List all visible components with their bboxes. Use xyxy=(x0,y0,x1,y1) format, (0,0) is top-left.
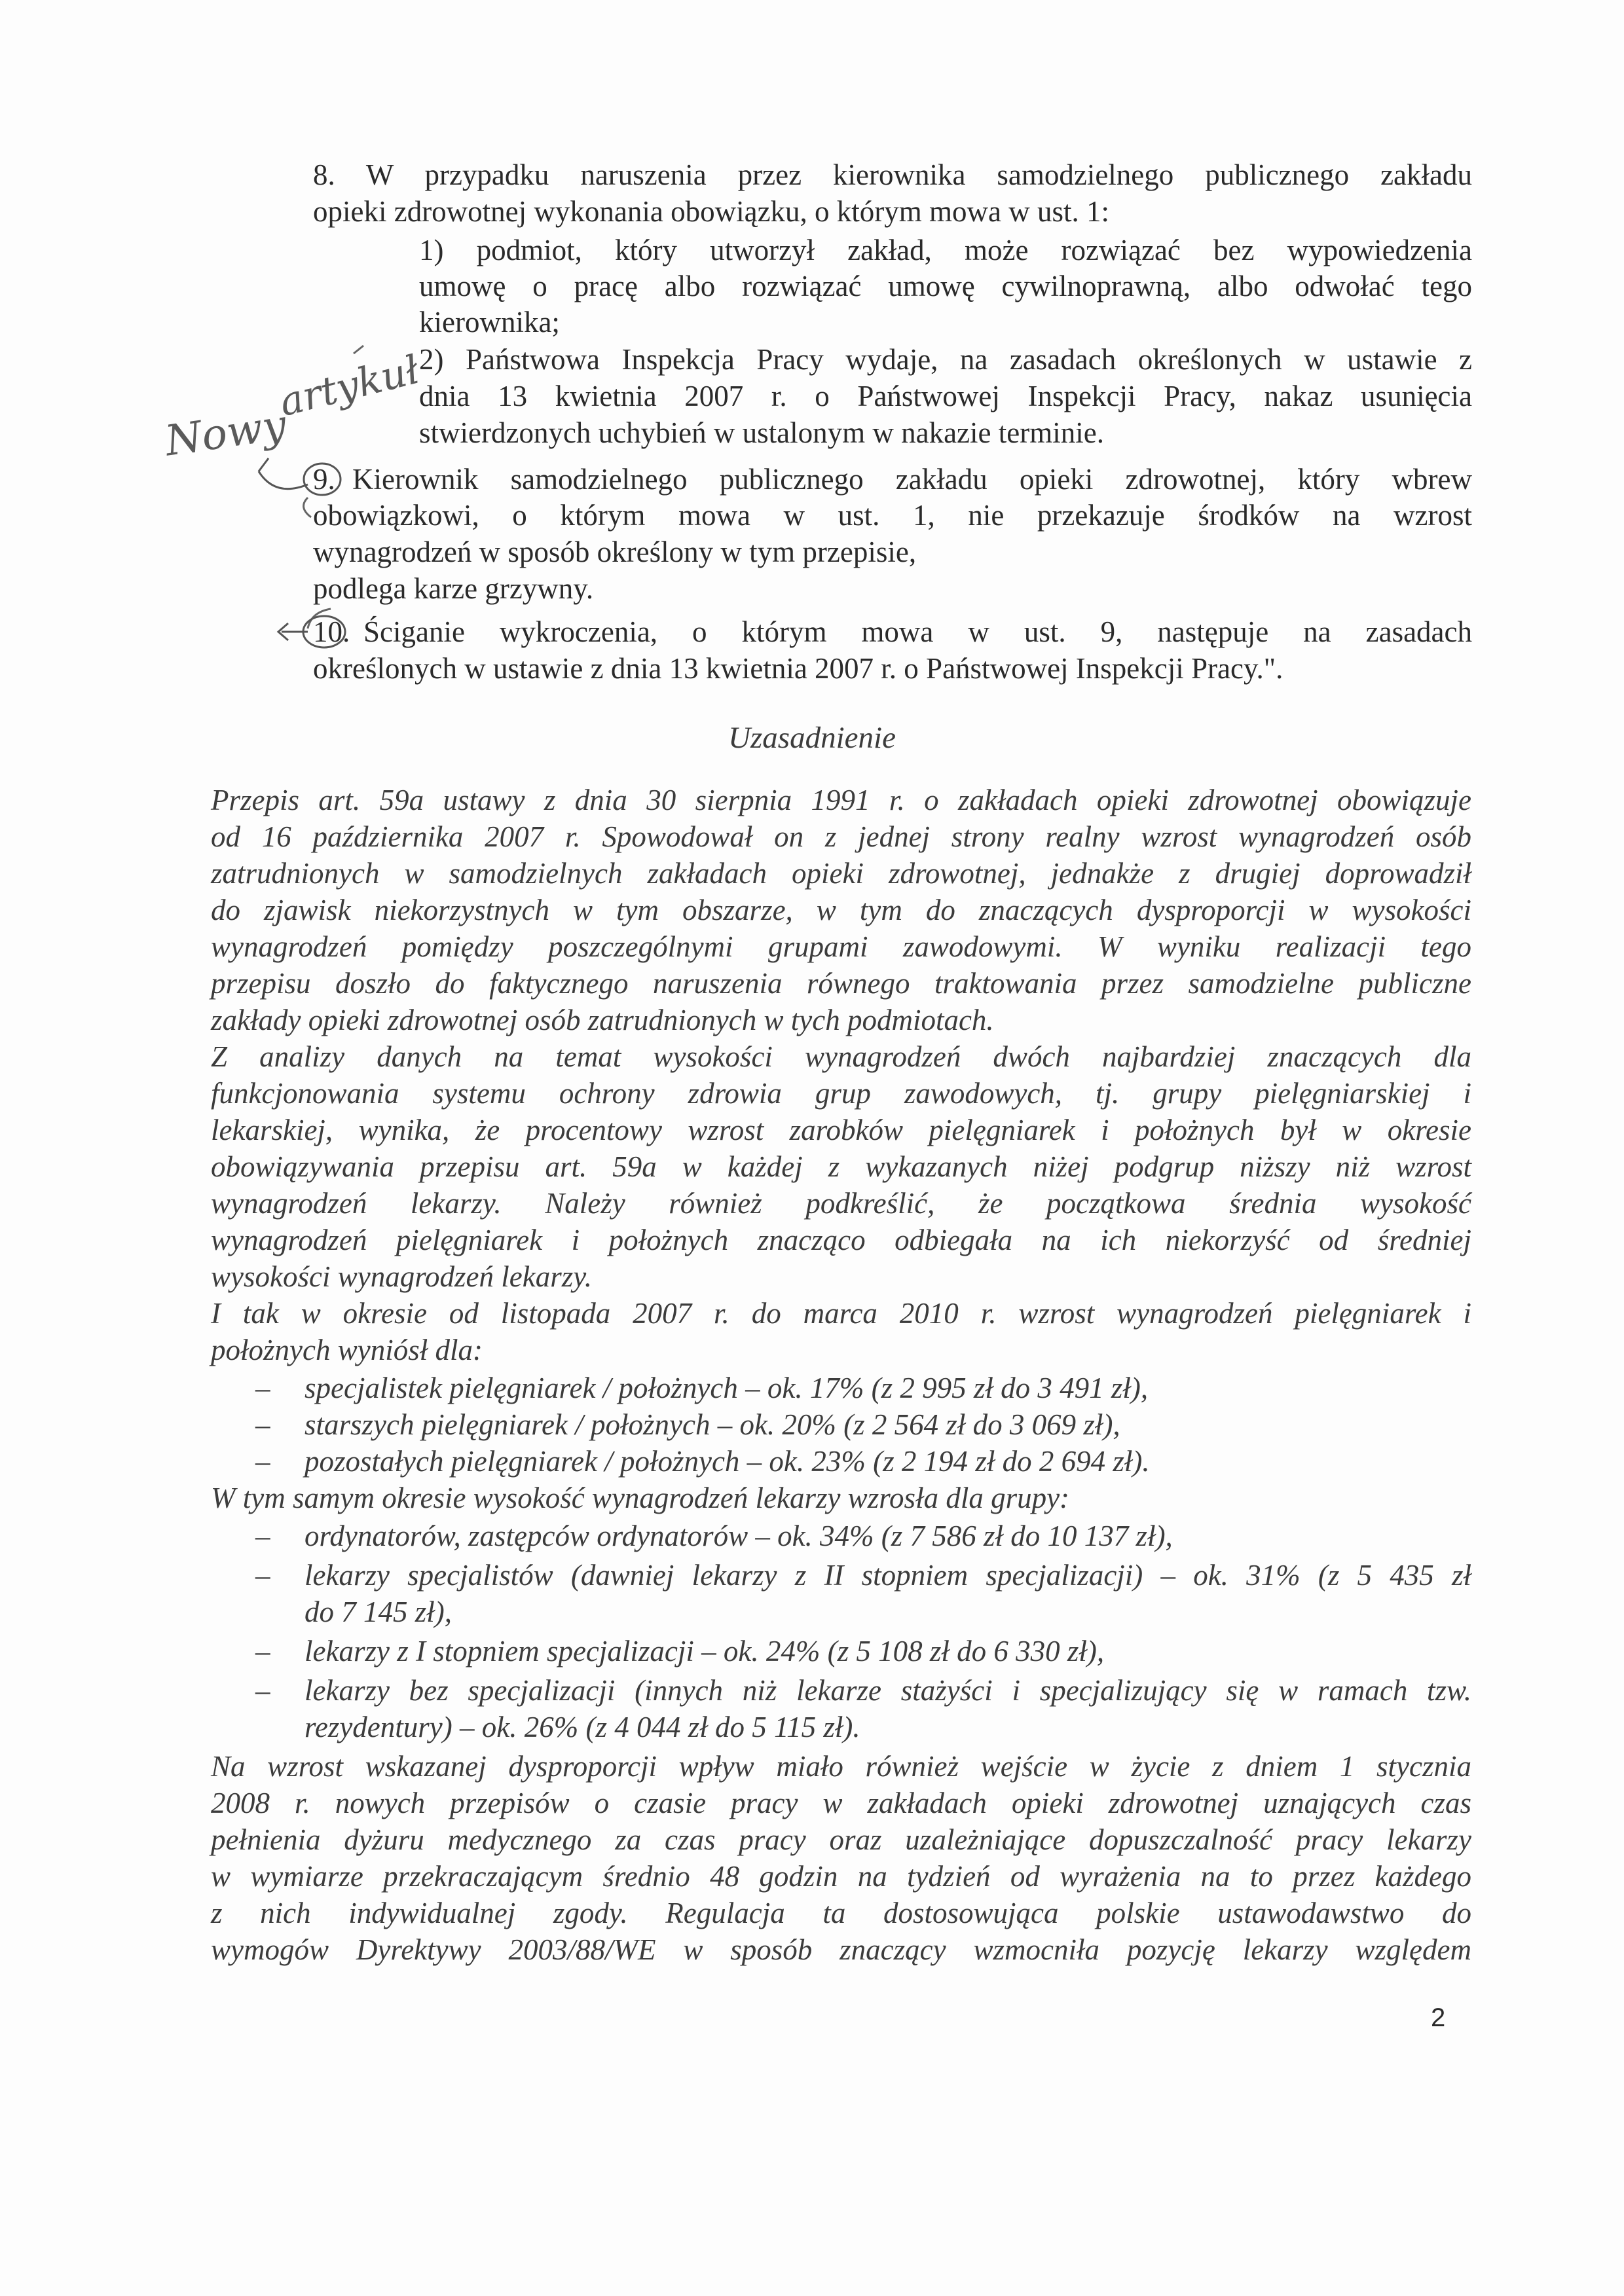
para2-line: funkcjonowania systemu ochrony zdrowia grup zawodowych, tj. grupy pielęgniarskiej i xyxy=(211,1077,1471,1110)
doctor-list-item: lekarzy bez specjalizacji (innych niż lekarze stażyści i specjalizujący się w ramach tzw. xyxy=(304,1674,1471,1707)
p10-line2: określonych w ustawie z dnia 13 kwietnia 2007 r. o Państwowej Inspekcji Pracy.". xyxy=(313,652,1283,685)
para1-line: przepisu doszło do faktycznego naruszenia równego traktowania przez samodzielne publiczne xyxy=(211,967,1471,1000)
para1-line: do zjawisk niekorzystnych w tym obszarze, w tym do znaczących dysproporcji w wysokości xyxy=(211,894,1471,926)
para4-line: pełnienia dyżuru medycznego za czas pracy oraz uzależniające dopuszczalność pracy lekarzy xyxy=(211,1823,1471,1856)
doctor-list-item: ordynatorów, zastępców ordynatorów – ok. 34% (z 7 586 zł do 10 137 zł), xyxy=(304,1520,1173,1552)
page-number: 2 xyxy=(1431,2003,1446,2032)
doctor-list-item: lekarzy specjalistów (dawniej lekarzy z II stopniem specjalizacji) – ok. 31% (z 5 435 zł xyxy=(304,1559,1471,1592)
para2-line: wysokości wynagrodzeń lekarzy. xyxy=(211,1260,592,1293)
para4-line: Na wzrost wskazanej dysproporcji wpływ miało również wejście w życie z dniem 1 stycznia xyxy=(211,1750,1471,1783)
nurse-list-item: starszych pielęgniarek / położnych – ok. 20% (z 2 564 zł do 3 069 zł), xyxy=(304,1408,1120,1441)
list-bullet: – xyxy=(255,1520,270,1552)
doctor-list-item: lekarzy z I stopniem specjalizacji – ok. 24% (z 5 108 zł do 6 330 zł), xyxy=(304,1635,1105,1667)
para4-line: wymogów Dyrektywy 2003/88/WE w sposób znaczący wzmocniła pozycję lekarzy względem xyxy=(211,1933,1471,1966)
para3-line: I tak w okresie od listopada 2007 r. do marca 2010 r. wzrost wynagrodzeń pielęgniarek i xyxy=(211,1297,1471,1330)
doctor-list-item-cont: rezydentury) – ok. 26% (z 4 044 zł do 5 115 zł). xyxy=(304,1711,860,1743)
para4-line: w wymiarze przekraczającym średnio 48 godzin na tydzień od wyrażenia na to przez każdego xyxy=(211,1860,1471,1893)
para1-line: Przepis art. 59a ustawy z dnia 30 sierpnia 1991 r. o zakładach opieki zdrowotnej obowiązuje xyxy=(211,784,1471,816)
nurse-list-item: specjalistek pielęgniarek / położnych – ok. 17% (z 2 995 zł do 3 491 zł), xyxy=(304,1372,1149,1404)
section-heading: Uzasadnienie xyxy=(728,721,896,755)
p8-1-line1: 1) podmiot, który utworzył zakład, może rozwiązać bez wypowiedzenia xyxy=(419,234,1472,266)
para1-line: wynagrodzeń pomiędzy poszczególnymi grupami zawodowymi. W wyniku realizacji tego xyxy=(211,930,1471,963)
p9-line2: obowiązkowi, o którym mowa w ust. 1, nie przekazuje środków na wzrost xyxy=(313,499,1472,532)
p9-line1: Kierownik samodzielnego publicznego zakładu opieki zdrowotnej, który wbrew xyxy=(352,463,1472,496)
para2-line: Z analizy danych na temat wysokości wynagrodzeń dwóch najbardziej znaczących dla xyxy=(211,1040,1471,1073)
p10-line1: Ściganie wykroczenia, o którym mowa w ust. 9, następuje na zasadach xyxy=(363,615,1472,648)
p8-line2: opieki zdrowotnej wykonania obowiązku, o którym mowa w ust. 1: xyxy=(313,195,1110,228)
para2-line: lekarskiej, wynika, że procentowy wzrost zarobków pielęgniarek i położnych był w okresie xyxy=(211,1114,1471,1146)
para2-line: wynagrodzeń pielęgniarek i położnych znacząco odbiegała na ich niekorzyść od średniej xyxy=(211,1224,1471,1256)
para4-line: z nich indywidualnej zgody. Regulacja ta dostosowująca polskie ustawodawstwo do xyxy=(211,1897,1471,1929)
para4-line: 2008 r. nowych przepisów o czasie pracy w zakładach opieki zdrowotnej uznających czas xyxy=(211,1787,1471,1819)
doctors-intro: W tym samym okresie wysokość wynagrodzeń lekarzy wzrosła dla grupy: xyxy=(211,1482,1070,1514)
list-bullet: – xyxy=(255,1635,270,1667)
list-bullet: – xyxy=(255,1372,270,1404)
p8-line1: 8. W przypadku naruszenia przez kierownika samodzielnego publicznego zakładu xyxy=(313,158,1472,191)
list-bullet: – xyxy=(255,1408,270,1441)
p9-line3: wynagrodzeń w sposób określony w tym przepisie, xyxy=(313,536,917,568)
doctor-list-item-cont: do 7 145 zł), xyxy=(304,1595,452,1628)
list-bullet: – xyxy=(255,1445,270,1478)
p8-2-line2: dnia 13 kwietnia 2007 r. o Państwowej Inspekcji Pracy, nakaz usunięcia xyxy=(419,380,1472,412)
list-bullet: – xyxy=(255,1559,270,1592)
handwritten-note-word1: Nowy xyxy=(162,401,289,466)
para1-line: od 16 października 2007 r. Spowodował on z jednej strony realny wzrost wynagrodzeń osób xyxy=(211,820,1471,853)
p8-1-line2: umowę o pracę albo rozwiązać umowę cywilnoprawną, albo odwołać tego xyxy=(419,270,1472,302)
handwritten-note-word2: artykuł xyxy=(274,346,424,426)
p10-number: 10. xyxy=(313,615,350,648)
para2-line: obowiązywania przepisu art. 59a w każdej z wykazanych niżej podgrup niższy niż wzrost xyxy=(211,1150,1471,1183)
para1-line: zakłady opieki zdrowotnej osób zatrudnionych w tych podmiotach. xyxy=(211,1004,994,1036)
p8-2-line1: 2) Państwowa Inspekcja Pracy wydaje, na zasadach określonych w ustawie z xyxy=(419,343,1472,376)
para2-line: wynagrodzeń lekarzy. Należy również podkreślić, że początkowa średnia wysokość xyxy=(211,1187,1471,1220)
para3-line: położnych wyniósł dla: xyxy=(211,1334,483,1366)
para1-line: zatrudnionych w samodzielnych zakładach opieki zdrowotnej, jednakże z drugiej doprowadził xyxy=(211,857,1471,890)
nurse-list-item: pozostałych pielęgniarek / położnych – ok. 23% (z 2 194 zł do 2 694 zł). xyxy=(304,1445,1150,1478)
list-bullet: – xyxy=(255,1674,270,1707)
p9-number: 9. xyxy=(313,463,335,496)
p9-line4: podlega karze grzywny. xyxy=(313,572,594,605)
p8-1-line3: kierownika; xyxy=(419,306,560,338)
p8-2-line3: stwierdzonych uchybień w ustalonym w nakazie terminie. xyxy=(419,416,1104,449)
